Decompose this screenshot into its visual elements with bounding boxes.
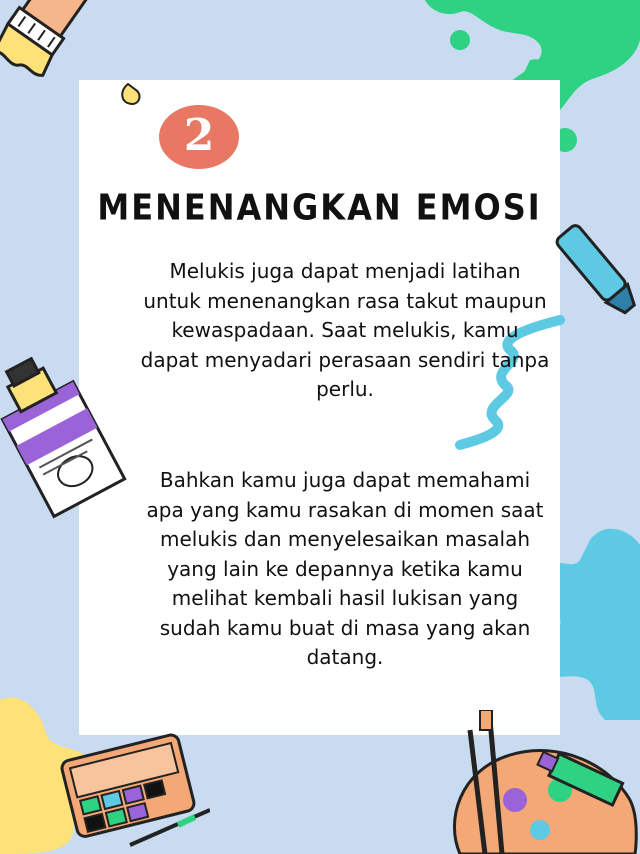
paintbrush-icon <box>0 0 160 120</box>
paragraph-1: Melukis juga dapat menjadi latihan untuk menenangkan rasa takut maupun kewaspadaan. Saat melukis, kamu dapat menyadari perasaan sendiri tanpa perlu. <box>140 259 550 401</box>
page-title: MENENANGKAN EMOSI <box>97 185 542 229</box>
paragraph-2: Bahkan kamu juga dapat memahami apa yang kamu rasakan di momen saat melukis dan menyelesaikan masalah yang lain ke depannya ketika kamu melihat kembali hasil lukisan yang sudah kamu buat di masa yang akan datang. <box>146 468 544 669</box>
marker-icon <box>555 220 640 330</box>
paint-tube-icon <box>0 350 140 530</box>
step-number: 2 <box>183 110 215 161</box>
artist-palette-icon <box>440 710 640 854</box>
watercolor-palette-icon <box>60 725 210 854</box>
